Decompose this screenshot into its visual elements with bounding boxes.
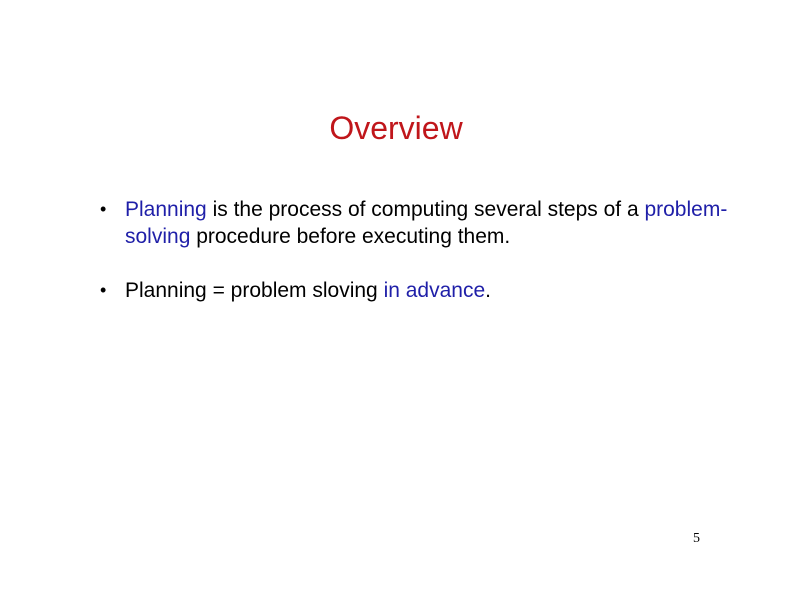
term-planning: Planning (125, 198, 207, 221)
bullet-item-1 (100, 196, 740, 250)
term-in-advance: in advance (383, 279, 486, 302)
bullet-item-2 (100, 277, 740, 304)
bullet-text: procedure before executing them. (190, 225, 511, 248)
bullet-text: is the process of computing several steps of a (206, 198, 645, 221)
slide-title: Overview (329, 110, 463, 146)
bullet-text: Planning = problem sloving (125, 279, 384, 302)
page-number: 5 (693, 531, 700, 546)
bullet-icon: • (100, 199, 107, 219)
bullet-list (100, 196, 740, 331)
bullet-text: . (485, 279, 491, 302)
bullet-icon: • (100, 280, 107, 300)
term-problem-solving: problem-solving (125, 198, 728, 248)
